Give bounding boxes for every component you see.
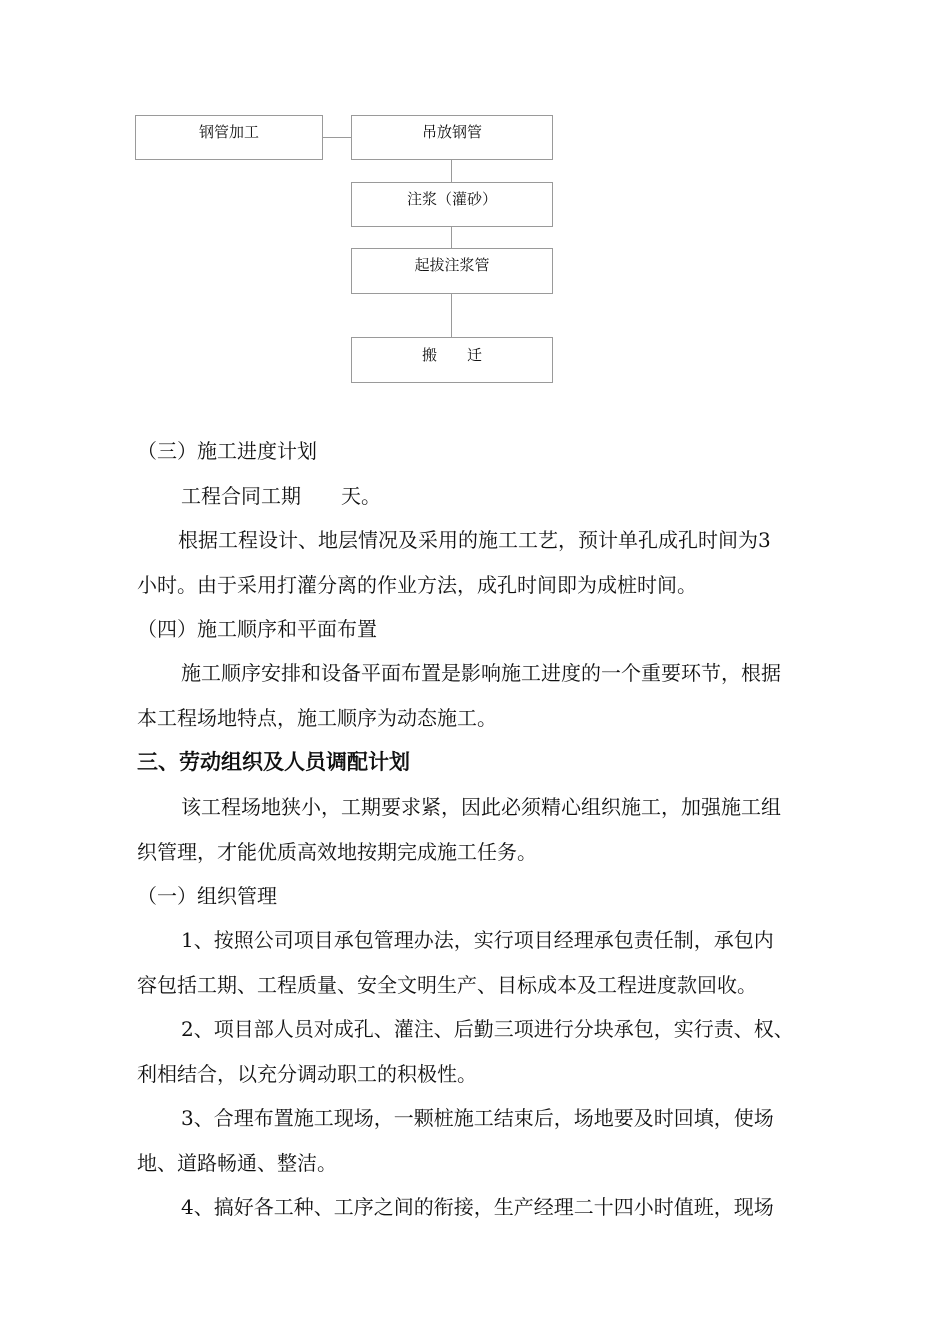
flow-box-relocate <box>351 337 553 383</box>
flow-box-lift-pipe <box>351 115 553 160</box>
paragraph: 根据工程设计、地层情况及采用的施工工艺，预计单孔成孔时间为3 <box>178 528 771 552</box>
list-item: 地、道路畅通、整洁。 <box>137 1151 337 1175</box>
flow-label: 注浆（灌砂） <box>406 190 497 208</box>
flow-label: 搬 迁 <box>421 346 482 364</box>
paragraph: 该工程场地狭小，工期要求紧，因此必须精心组织施工，加强施工组 <box>181 795 781 819</box>
connector-pull-to-relocate <box>451 293 452 338</box>
flow-label: 钢管加工 <box>198 123 259 141</box>
connector-grout-to-pull <box>451 226 452 249</box>
list-item: 4、搞好各工种、工序之间的衔接，生产经理二十四小时值班，现场 <box>181 1195 774 1219</box>
paragraph: 织管理，才能优质高效地按期完成施工任务。 <box>137 840 537 864</box>
connector-steel-to-lift <box>322 137 352 138</box>
paragraph: 施工顺序安排和设备平面布置是影响施工进度的一个重要环节，根据 <box>181 661 781 685</box>
flow-label: 吊放钢管 <box>421 123 482 141</box>
section-heading: 三、劳动组织及人员调配计划 <box>137 750 410 774</box>
schedule-heading: （三）施工进度计划 <box>137 439 317 463</box>
paragraph: 工程合同工期 天。 <box>181 484 381 508</box>
flow-box-grouting <box>351 182 553 227</box>
sequence-heading: （四）施工顺序和平面布置 <box>137 617 377 641</box>
paragraph: 本工程场地特点，施工顺序为动态施工。 <box>137 706 497 730</box>
list-item: 3、合理布置施工现场，一颗桩施工结束后，场地要及时回填，使场 <box>181 1106 774 1130</box>
list-item: 容包括工期、工程质量、安全文明生产、目标成本及工程进度款回收。 <box>137 973 757 997</box>
flow-box-pull-pipe <box>351 248 553 294</box>
list-item: 利相结合，以充分调动职工的积极性。 <box>137 1062 477 1086</box>
connector-lift-to-grout <box>451 159 452 183</box>
org-heading: （一）组织管理 <box>137 884 277 908</box>
list-item: 2、项目部人员对成孔、灌注、后勤三项进行分块承包，实行责、权、 <box>181 1017 794 1041</box>
flow-box-steel-processing <box>135 115 323 160</box>
flow-label: 起拔注浆管 <box>414 256 490 274</box>
paragraph: 小时。由于采用打灌分离的作业方法，成孔时间即为成桩时间。 <box>137 573 697 597</box>
list-item: 1、按照公司项目承包管理办法，实行项目经理承包责任制，承包内 <box>181 928 774 952</box>
